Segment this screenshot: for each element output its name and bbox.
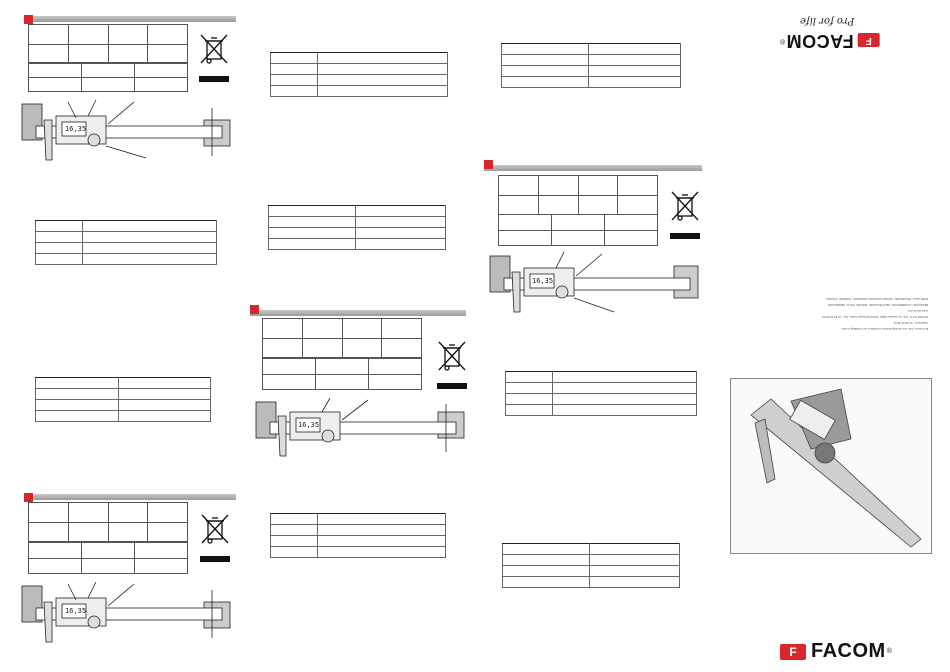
- lcd-readout-1: 16,35: [65, 125, 87, 133]
- spec-table-top-1: [28, 24, 188, 64]
- info-table-4: [268, 205, 446, 250]
- facom-logo-mark-icon: F: [780, 644, 806, 660]
- caliper-diagram-2: [16, 582, 236, 652]
- brand-logo-top: [780, 30, 880, 51]
- crossed-out-bin-icon: [670, 190, 700, 239]
- facom-logo-mark-icon: F: [858, 34, 880, 48]
- registered-mark-top: ®: [780, 37, 786, 44]
- lcd-readout-2: 16,35: [65, 607, 87, 615]
- spec-table-bottom-3: [262, 358, 422, 390]
- info-table-3: [270, 52, 448, 97]
- section-header-bar-3: [250, 310, 466, 316]
- info-table-5: [270, 513, 446, 558]
- caliper-diagram-3: [250, 398, 470, 468]
- product-photo-caliper: [730, 378, 932, 554]
- spec-table-top-3: [262, 318, 422, 358]
- info-table-2: [35, 377, 211, 422]
- spec-table-bottom-2: [28, 542, 188, 574]
- brand-logo-bottom: [780, 640, 892, 663]
- registered-mark-bottom: ®: [886, 648, 892, 655]
- crossed-out-bin-icon: [437, 340, 467, 389]
- info-table-8: [502, 543, 680, 588]
- brand-name-top: FACOM: [786, 31, 854, 51]
- brand-name-bottom: FACOM: [811, 640, 886, 662]
- info-table-7: [505, 371, 697, 416]
- spec-table-top-4: [498, 175, 658, 215]
- section-marker-3: [250, 305, 259, 314]
- section-header-bar-4: [484, 165, 702, 171]
- brand-tagline: Pro for life: [800, 15, 855, 26]
- spec-table-bottom-4: [498, 214, 658, 246]
- lcd-readout-3: 16,35: [298, 421, 320, 429]
- section-marker-1: [24, 15, 33, 24]
- spec-table-bottom-1: [28, 62, 188, 92]
- contacts-block: En France, pour vos renseignements techniques sur l'outillage à main : Téléphone : 01 64 54 45 14 FACOM S.A.S. 6-8, rue Gustave Eiffel 91423 Morangis Cedex Fax : 01 64 54 45 00 www.facom.com BELGIQUE / LUXEMBOURG DEUTSCHLAND ESPAÑA ITALIA NEDERLAND PORTUGAL SINGAPORE UNITED KINGDOM DANMARK SVERIGE POLSKA: [822, 297, 928, 331]
- caliper-diagram-4: [484, 252, 704, 322]
- info-table-1: [35, 220, 217, 265]
- lcd-readout-4: 16,35: [532, 277, 554, 285]
- section-marker-2: [24, 493, 33, 502]
- caliper-diagram-1: [16, 100, 236, 170]
- crossed-out-bin-icon: [200, 513, 230, 562]
- crossed-out-bin-icon: [199, 33, 229, 82]
- section-header-bar-1: [24, 16, 236, 22]
- spec-table-top-2: [28, 502, 188, 542]
- info-table-6: [501, 43, 681, 88]
- section-header-bar-2: [24, 494, 236, 500]
- section-marker-4: [484, 160, 493, 169]
